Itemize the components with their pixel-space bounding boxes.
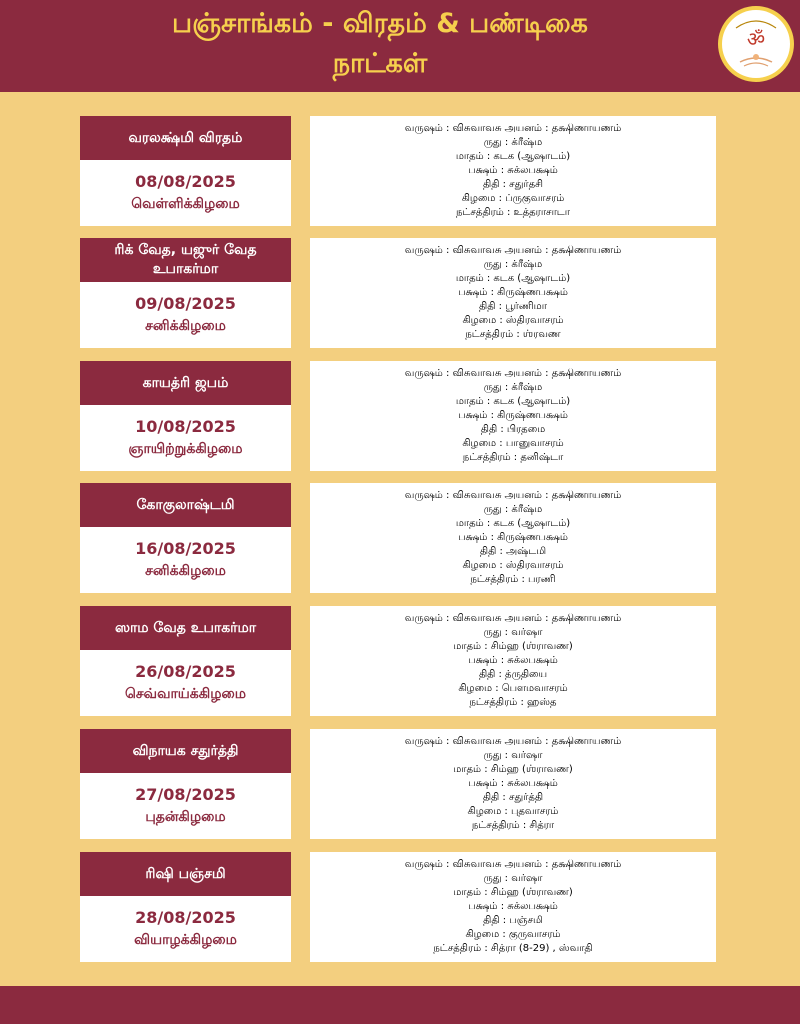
detail-line: கிழமை : பௌமவாசரம் [458,683,568,694]
title-line-1: பஞ்சாங்கம் - விரதம் & பண்டிகை [172,8,588,39]
detail-line: பக்ஷம் : சுக்லபக்ஷம் [468,165,558,176]
header-banner [0,0,800,92]
event-name: ரிக் வேத, யஜுர் வேத உபாகர்மா [80,238,291,282]
detail-line: நட்சத்திரம் : சித்ரா [471,820,555,831]
detail-line: திதி : பிரதமை [480,424,546,435]
detail-line: ருது : வர்ஷா [483,750,543,761]
event-card [80,238,291,348]
event-card [80,483,291,593]
panchangam-details [310,238,716,348]
detail-line: பக்ஷம் : சுக்லபக்ஷம் [468,901,558,912]
detail-line: கிழமை : ஸ்திரவாசரம் [462,315,564,326]
detail-line: திதி : அஷ்டமி [479,546,547,557]
event-name: கோகுலாஷ்டமி [80,483,291,527]
detail-line: பக்ஷம் : கிருஷ்ணபக்ஷம் [458,287,568,298]
panchangam-details [310,483,716,593]
event-date-block [80,527,291,593]
event-weekday: புதன்கிழமை [145,809,226,825]
detail-line: ருது : க்ரீஷ்ம [483,382,543,393]
detail-line: மாதம் : சிம்ஹ (ஶ்ராவண) [453,764,573,775]
event-card [80,729,291,839]
panchangam-details [310,852,716,962]
event-name: ஸாம வேத உபாகர்மா [80,606,291,650]
event-date: 10/08/2025 [135,417,236,436]
panchangam-details [310,606,716,716]
event-name: விநாயக சதுர்த்தி [80,729,291,773]
detail-line: திதி : பூர்ணிமா [479,301,547,312]
event-row [80,361,716,471]
event-date-block [80,650,291,716]
detail-line: திதி : த்ருதியை [478,669,548,680]
event-name: காயத்ரி ஜபம் [80,361,291,405]
detail-line: ருது : வர்ஷா [483,873,543,884]
detail-line: திதி : சதுர்தசி [483,179,543,190]
detail-line: வருஷம் : விசுவாவசு அயனம் : தக்ஷிணாயணம் [404,490,622,501]
detail-line: பக்ஷம் : கிருஷ்ணபக்ஷம் [458,532,568,543]
detail-line: கிழமை : ப்ருகுவாசரம் [461,193,565,204]
detail-line: ருது : க்ரீஷ்ம [483,137,543,148]
event-date-block [80,405,291,471]
event-row [80,483,716,593]
event-card [80,116,291,226]
detail-line: பக்ஷம் : கிருஷ்ணபக்ஷம் [458,410,568,421]
detail-line: மாதம் : கடக (ஆஷாடம்) [455,151,571,162]
detail-line: வருஷம் : விசுவாவசு அயனம் : தக்ஷிணாயணம் [404,123,622,134]
event-date: 16/08/2025 [135,539,236,558]
event-row [80,238,716,348]
detail-line: நட்சத்திரம் : ஹஸ்த [469,697,557,708]
detail-line: நட்சத்திரம் : தனிஷ்டா [462,452,564,463]
detail-line: கிழமை : ஸ்திரவாசரம் [462,560,564,571]
logo-emblem [722,10,790,78]
detail-line: திதி : பஞ்சமி [483,915,543,926]
detail-line: ருது : க்ரீஷ்ம [483,504,543,515]
event-row [80,729,716,839]
event-date-block [80,282,291,348]
event-row [80,606,716,716]
event-weekday: செவ்வாய்க்கிழமை [125,686,246,702]
event-date-block [80,896,291,962]
page-title [60,4,700,84]
detail-line: நட்சத்திரம் : உத்தராசாடா [456,207,570,218]
om-icon [722,10,790,78]
detail-line: ருது : க்ரீஷ்ம [483,259,543,270]
event-date: 09/08/2025 [135,294,236,313]
footer-band [0,986,800,1024]
panchangam-details [310,361,716,471]
detail-line: ருது : வர்ஷா [483,627,543,638]
event-card [80,852,291,962]
detail-line: நட்சத்திரம் : பரணி [470,574,556,585]
event-row [80,116,716,226]
event-weekday: சனிக்கிழமை [145,318,226,334]
detail-line: பக்ஷம் : சுக்லபக்ஷம் [468,655,558,666]
detail-line: பக்ஷம் : சுக்லபக்ஷம் [468,778,558,789]
detail-line: கிழமை : புதவாசரம் [467,806,559,817]
title-line-2: நாட்கள் [332,48,428,79]
event-row [80,852,716,962]
event-weekday: சனிக்கிழமை [145,563,226,579]
event-date-block [80,773,291,839]
detail-line: மாதம் : கடக (ஆஷாடம்) [455,518,571,529]
detail-line: நட்சத்திரம் : சித்ரா (8-29) , ஸ்வாதி [433,943,593,954]
detail-line: வருஷம் : விசுவாவசு அயனம் : தக்ஷிணாயணம் [404,245,622,256]
detail-line: கிழமை : பானுவாசரம் [462,438,564,449]
panchangam-details [310,116,716,226]
event-card [80,361,291,471]
detail-line: வருஷம் : விசுவாவசு அயனம் : தக்ஷிணாயணம் [404,859,622,870]
svg-text:ॐ: ॐ [746,27,766,51]
event-name: ரிஷி பஞ்சமி [80,852,291,896]
detail-line: மாதம் : சிம்ஹ (ஶ்ராவண) [453,641,573,652]
event-date-block [80,160,291,226]
event-card [80,606,291,716]
logo [718,6,794,82]
detail-line: மாதம் : கடக (ஆஷாடம்) [455,396,571,407]
detail-line: கிழமை : குருவாசரம் [465,929,561,940]
detail-line: திதி : சதுர்த்தி [482,792,544,803]
detail-line: வருஷம் : விசுவாவசு அயனம் : தக்ஷிணாயணம் [404,736,622,747]
event-weekday: ஞாயிற்றுக்கிழமை [128,441,243,457]
event-date: 26/08/2025 [135,662,236,681]
event-date: 27/08/2025 [135,785,236,804]
event-name: வரலக்ஷ்மி விரதம் [80,116,291,160]
detail-line: வருஷம் : விசுவாவசு அயனம் : தக்ஷிணாயணம் [404,368,622,379]
event-weekday: வியாழக்கிழமை [134,932,237,948]
detail-line: வருஷம் : விசுவாவசு அயனம் : தக்ஷிணாயணம் [404,613,622,624]
event-date: 08/08/2025 [135,172,236,191]
event-weekday: வெள்ளிக்கிழமை [131,196,240,212]
detail-line: மாதம் : சிம்ஹ (ஶ்ராவண) [453,887,573,898]
panchangam-details [310,729,716,839]
detail-line: நட்சத்திரம் : ஶ்ரவண [465,329,561,340]
event-date: 28/08/2025 [135,908,236,927]
detail-line: மாதம் : கடக (ஆஷாடம்) [455,273,571,284]
